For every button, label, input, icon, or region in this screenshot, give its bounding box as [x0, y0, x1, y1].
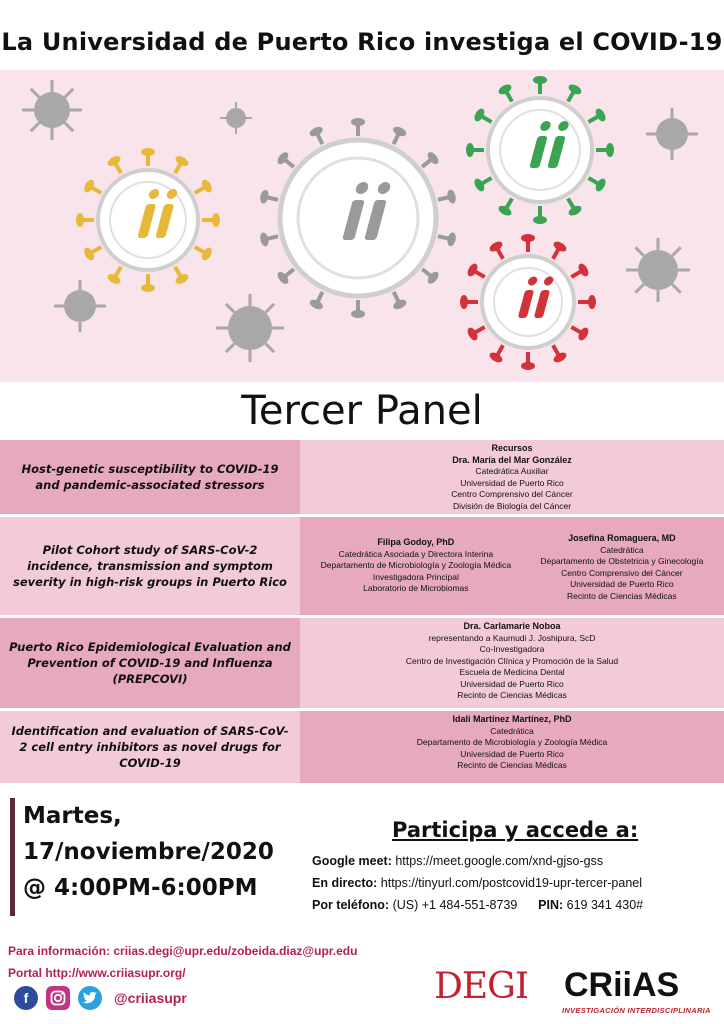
presenter-detail: Co-Investigadora	[479, 644, 545, 654]
table-row	[0, 514, 724, 615]
presenter-detail: Universidad de Puerto Rico	[460, 477, 564, 488]
presenter-detail: Investigadora Principal	[372, 571, 459, 582]
table-row	[0, 615, 724, 708]
presenter-detail: División de Biología del Cáncer	[452, 500, 572, 511]
degi-logo: DEGI	[434, 966, 529, 1007]
phone-number: (US) +1 484-551-8739	[392, 898, 518, 912]
presenter-detail: Universidad de Puerto Rico	[460, 678, 564, 689]
research-topic: Pilot Cohort study of SARS-CoV-2 incidence, transmission and symptom severity in high-risk groups in Puerto Rico	[0, 517, 300, 615]
live-link[interactable]: https://tinyurl.com/postcovid19-upr-tercer-panel	[380, 876, 643, 890]
presenter-detail: Centro Comprensivo del Cáncer	[451, 489, 573, 499]
event-day: Martes,	[23, 803, 122, 829]
meet-line	[312, 850, 720, 872]
access-info	[312, 850, 720, 916]
presenters	[300, 440, 724, 514]
research-topic: Host-genetic susceptibility to COVID-19 and pandemic-associated stressors	[0, 440, 300, 514]
panel-table	[0, 440, 724, 783]
virus-icon	[646, 108, 698, 160]
contact-info	[8, 940, 357, 984]
presenter-name: Dra. María del Mar González	[452, 454, 572, 465]
meet-link[interactable]: https://meet.google.com/xnd-gjso-gss	[395, 854, 604, 868]
section-heading: Recursos	[491, 443, 533, 453]
presenter-detail: Departamento de Microbiología y Zoología Médica	[320, 560, 512, 570]
presenter-name: Josefina Romaguera, MD	[568, 533, 676, 543]
yellow-virus-icon	[76, 148, 220, 292]
presenter	[540, 533, 703, 612]
event-time: @ 4:00PM-6:00PM	[23, 875, 258, 901]
virus-icon	[216, 294, 284, 362]
table-row	[0, 708, 724, 783]
criias-logo: CRiiAS	[564, 966, 680, 1004]
presenter-name: Idali Martínez Martínez, PhD	[452, 714, 572, 724]
research-topic: Puerto Rico Epidemiological Evaluation and Prevention of COVID-19 and Influenza (PREPCOVI)	[0, 618, 300, 708]
criias-tagline: INVESTIGACIÓN INTERDISCIPLINARIA	[562, 1006, 711, 1015]
presenter-detail: Universidad de Puerto Rico	[570, 579, 674, 589]
virus-icon	[54, 280, 106, 332]
facebook-icon[interactable]: f	[14, 986, 38, 1010]
access-heading: Participa y accede a:	[392, 818, 639, 842]
virus-illustration	[0, 70, 724, 382]
presenter-detail: Recinto de Ciencias Médicas	[457, 690, 567, 700]
presenter-detail: Departamento de Microbiología y Zoología Médica	[416, 737, 608, 747]
meet-label: Google meet:	[312, 854, 392, 868]
presenter-name: Filipa Godoy, PhD	[377, 537, 455, 547]
header	[0, 0, 724, 70]
live-label: En directo:	[312, 876, 378, 890]
phone-label: Por teléfono:	[312, 898, 390, 912]
presenters	[300, 618, 724, 708]
virus-icon	[22, 80, 82, 140]
presenter-detail: Catedrática	[600, 544, 644, 555]
hero-illustration	[0, 70, 724, 382]
presenter-detail: Universidad de Puerto Rico	[460, 748, 564, 759]
instagram-icon[interactable]	[46, 986, 70, 1010]
presenter-detail: Recinto de Ciencias Médicas	[457, 760, 567, 770]
panel-title: Tercer Panel	[241, 388, 483, 434]
page-title: La Universidad de Puerto Rico investiga el COVID-19	[1, 28, 723, 56]
presenter-detail: Recinto de Ciencias Médicas	[567, 590, 677, 601]
event-date-value: 17/noviembre/2020	[23, 839, 274, 865]
presenter-detail: Centro Comprensivo del Cáncer	[561, 567, 683, 578]
presenter-detail: Departamento de Obstetricia y Ginecología	[540, 556, 704, 566]
central-virus-icon	[259, 118, 457, 318]
red-virus-icon	[460, 234, 596, 370]
event-date	[10, 798, 302, 916]
presenter-detail: Catedrática Auxiliar	[475, 466, 549, 476]
presenter-detail: Escuela de Medicina Dental	[459, 667, 565, 677]
phone-line	[312, 894, 720, 916]
presenter-detail: representando a Kaumudi J. Joshipura, ScD	[428, 632, 596, 643]
presenter-name: Dra. Carlamarie Noboa	[463, 621, 561, 631]
live-line	[312, 872, 720, 894]
presenter-detail: Catedrática	[490, 725, 534, 736]
green-virus-icon	[466, 76, 614, 224]
logos	[434, 964, 724, 1024]
research-topic: Identification and evaluation of SARS-CoV-2 cell entry inhibitors as novel drugs for COVID-19	[0, 711, 300, 783]
twitter-icon[interactable]	[78, 986, 102, 1010]
table-row	[0, 440, 724, 514]
presenters	[300, 711, 724, 783]
portal-link[interactable]: Portal http://www.criiasupr.org/	[8, 966, 186, 980]
pin-value: 619 341 430#	[566, 898, 644, 912]
presenter-detail: Laboratorio de Microbiomas	[363, 583, 469, 593]
social-handle[interactable]: @criiasupr	[114, 990, 187, 1006]
pin-label: PIN:	[538, 898, 564, 912]
virus-icon	[220, 102, 252, 134]
social-links	[14, 986, 187, 1010]
virus-icon	[626, 238, 690, 302]
presenter	[321, 537, 511, 612]
contact-email[interactable]: Para información: criias.degi@upr.edu/zobeida.diaz@upr.edu	[8, 944, 358, 958]
presenter-detail: Catedrática Asociada y Directora Interina	[338, 548, 494, 559]
presenters	[300, 517, 724, 615]
presenter-detail: Centro de Investigación Clínica y Promoción de la Salud	[405, 655, 619, 666]
